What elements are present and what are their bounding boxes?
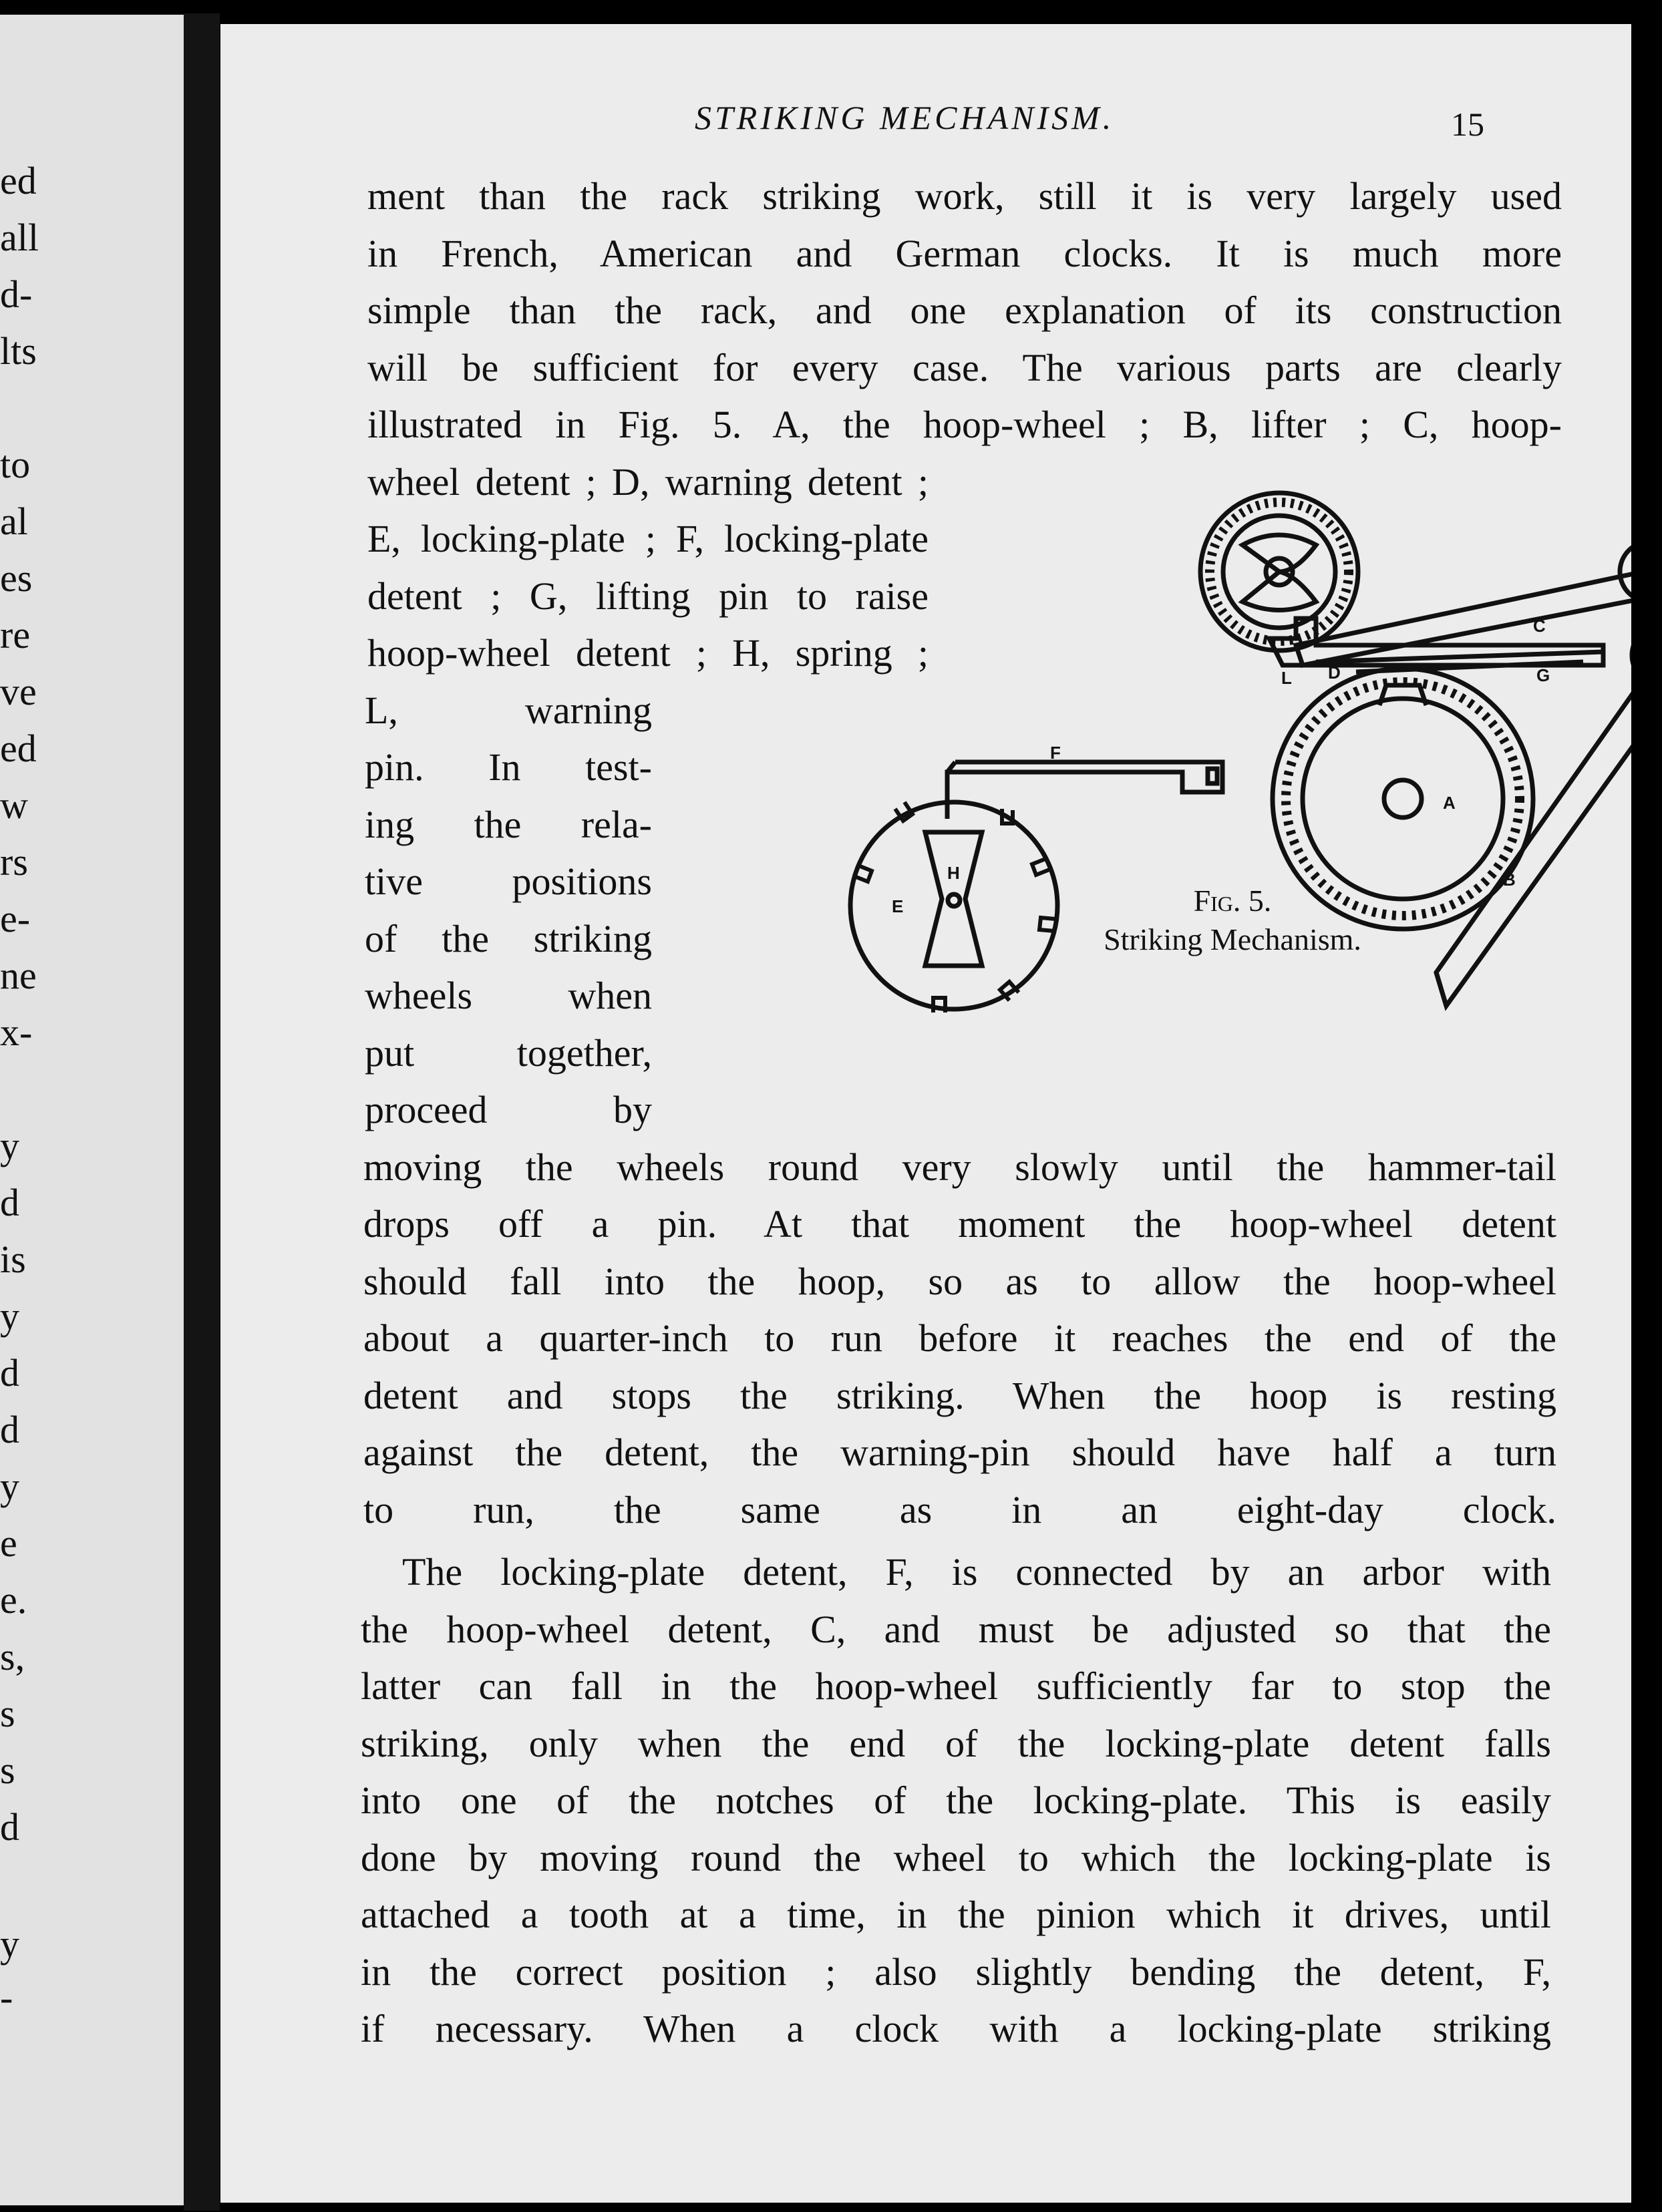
page-header bbox=[220, 24, 1631, 143]
text-line: ing the rela- bbox=[365, 802, 652, 846]
figure-label: Fig. 5. bbox=[1193, 884, 1272, 918]
label-l: L bbox=[1281, 668, 1292, 688]
text-line: hoop-wheel detent ; H, spring ; bbox=[367, 631, 929, 675]
right-page bbox=[220, 24, 1631, 2203]
left-page-text-fragment: all bbox=[0, 216, 39, 259]
left-page-text-fragment: d bbox=[0, 1351, 19, 1395]
label-g: G bbox=[1536, 665, 1550, 685]
text-line: wheel detent ; D, warning detent ; bbox=[367, 459, 929, 504]
left-page-text-fragment: ed bbox=[0, 159, 37, 202]
text-line: against the detent, the warning-pin should have half a turn bbox=[363, 1431, 1556, 1474]
left-page-text-fragment: d bbox=[0, 1805, 19, 1849]
left-page-text-fragment: re bbox=[0, 613, 31, 657]
left-page-text-fragment: w bbox=[0, 783, 28, 827]
label-f: F bbox=[1050, 743, 1061, 763]
running-title: STRIKING MECHANISM. bbox=[695, 99, 1115, 136]
left-page-text-fragment: y bbox=[0, 1465, 19, 1508]
text-line: moving the wheels round very slowly until the hammer-tail bbox=[363, 1145, 1556, 1189]
text-line: detent and stops the striking. When the hoop is resting bbox=[363, 1373, 1556, 1417]
left-page-text-fragment: rs bbox=[0, 840, 28, 884]
left-page-text-fragment: e- bbox=[0, 897, 31, 940]
left-page-text-fragment: y bbox=[0, 1294, 19, 1338]
text-line: in French, American and German clocks. It is much more bbox=[367, 231, 1562, 275]
left-page-text-fragment: y bbox=[0, 1124, 19, 1167]
label-e: E bbox=[892, 896, 904, 916]
left-page-text-fragment: s, bbox=[0, 1635, 25, 1678]
text-line: proceed by bbox=[365, 1088, 652, 1131]
left-page-text-fragment: is bbox=[0, 1238, 26, 1281]
left-page-text-fragment: d bbox=[0, 1181, 19, 1224]
text-line: ment than the rack striking work, still it is very largely used bbox=[367, 174, 1562, 218]
text-line: the hoop-wheel detent, C, and must be adjusted so that the bbox=[361, 1607, 1551, 1651]
left-page-text-fragment: e bbox=[0, 1521, 17, 1565]
label-d: D bbox=[1328, 663, 1341, 683]
left-page-text-fragment: y bbox=[0, 1922, 19, 1966]
text-line: into one of the notches of the locking-plate. This is easily bbox=[361, 1779, 1551, 1822]
paragraph-first-line: The locking-plate detent, F, is connected by an arbor with bbox=[402, 1550, 1551, 1594]
left-page-text-fragment: s bbox=[0, 1692, 15, 1735]
left-page-text-fragment: d- bbox=[0, 272, 33, 316]
text-line: striking, only when the end of the locking-plate detent falls bbox=[361, 1721, 1551, 1765]
left-page-text-fragment: es bbox=[0, 556, 33, 600]
left-page-text-fragment: x- bbox=[0, 1010, 33, 1054]
page-number: 15 bbox=[1451, 106, 1484, 143]
text-line: will be sufficient for every case. The various parts are clearly bbox=[367, 345, 1562, 389]
text-line: put together, bbox=[365, 1031, 652, 1075]
label-h: H bbox=[947, 863, 960, 883]
text-line: if necessary. When a clock with a locking-plate striking bbox=[361, 2007, 1551, 2050]
lifter-b bbox=[1436, 679, 1631, 1006]
left-page-text-fragment: - bbox=[0, 1976, 13, 2019]
label-b: B bbox=[1503, 870, 1516, 890]
label-c: C bbox=[1533, 616, 1546, 636]
text-line: done by moving round the wheel to which the locking-plate is bbox=[361, 1835, 1551, 1879]
figure-caption: Striking Mechanism. bbox=[1104, 922, 1361, 956]
left-page-text-fragment: s bbox=[0, 1748, 15, 1792]
text-line: attached a tooth at a time, in the pinion which it drives, until bbox=[361, 1893, 1551, 1936]
left-page-text-fragment: ed bbox=[0, 727, 37, 770]
text-line: tive positions bbox=[365, 860, 652, 903]
text-line: pin. In test- bbox=[365, 745, 652, 789]
book-spine bbox=[184, 13, 220, 2211]
text-line: wheels when bbox=[365, 974, 652, 1017]
text-line: to run, the same as in an eight-day clock. bbox=[363, 1487, 1556, 1531]
text-line: simple than the rack, and one explanation of its construction bbox=[367, 289, 1562, 332]
left-page-edge bbox=[0, 15, 194, 2205]
text-line: about a quarter-inch to run before it reaches the end of the bbox=[363, 1316, 1556, 1360]
text-line: drops off a pin. At that moment the hoop-wheel detent bbox=[363, 1202, 1556, 1246]
arbor-top bbox=[1620, 542, 1631, 602]
text-line: E, locking-plate ; F, locking-plate bbox=[367, 517, 929, 560]
label-a: A bbox=[1443, 793, 1456, 813]
left-page-text-fragment: to bbox=[0, 443, 31, 486]
text-line: illustrated in Fig. 5. A, the hoop-wheel ; B, lifter ; C, hoop- bbox=[367, 403, 1562, 446]
text-line: of the striking bbox=[365, 916, 652, 960]
left-page-text-fragment: e. bbox=[0, 1578, 27, 1622]
left-page-text-fragment: ne bbox=[0, 954, 37, 997]
left-page-text-fragment: ve bbox=[0, 670, 37, 713]
text-line: in the correct position ; also slightly bending the detent, F, bbox=[361, 1950, 1551, 1994]
text-line: latter can fall in the hoop-wheel sufficiently far to stop the bbox=[361, 1664, 1551, 1708]
text-line: detent ; G, lifting pin to raise bbox=[367, 574, 929, 618]
left-page-text-fragment: d bbox=[0, 1408, 19, 1451]
text-line: L, warning bbox=[365, 688, 652, 732]
text-line: should fall into the hoop, so as to allow the hoop-wheel bbox=[363, 1259, 1556, 1303]
left-page-text-fragment: al bbox=[0, 500, 28, 543]
left-page-text-fragment: lts bbox=[0, 329, 37, 373]
